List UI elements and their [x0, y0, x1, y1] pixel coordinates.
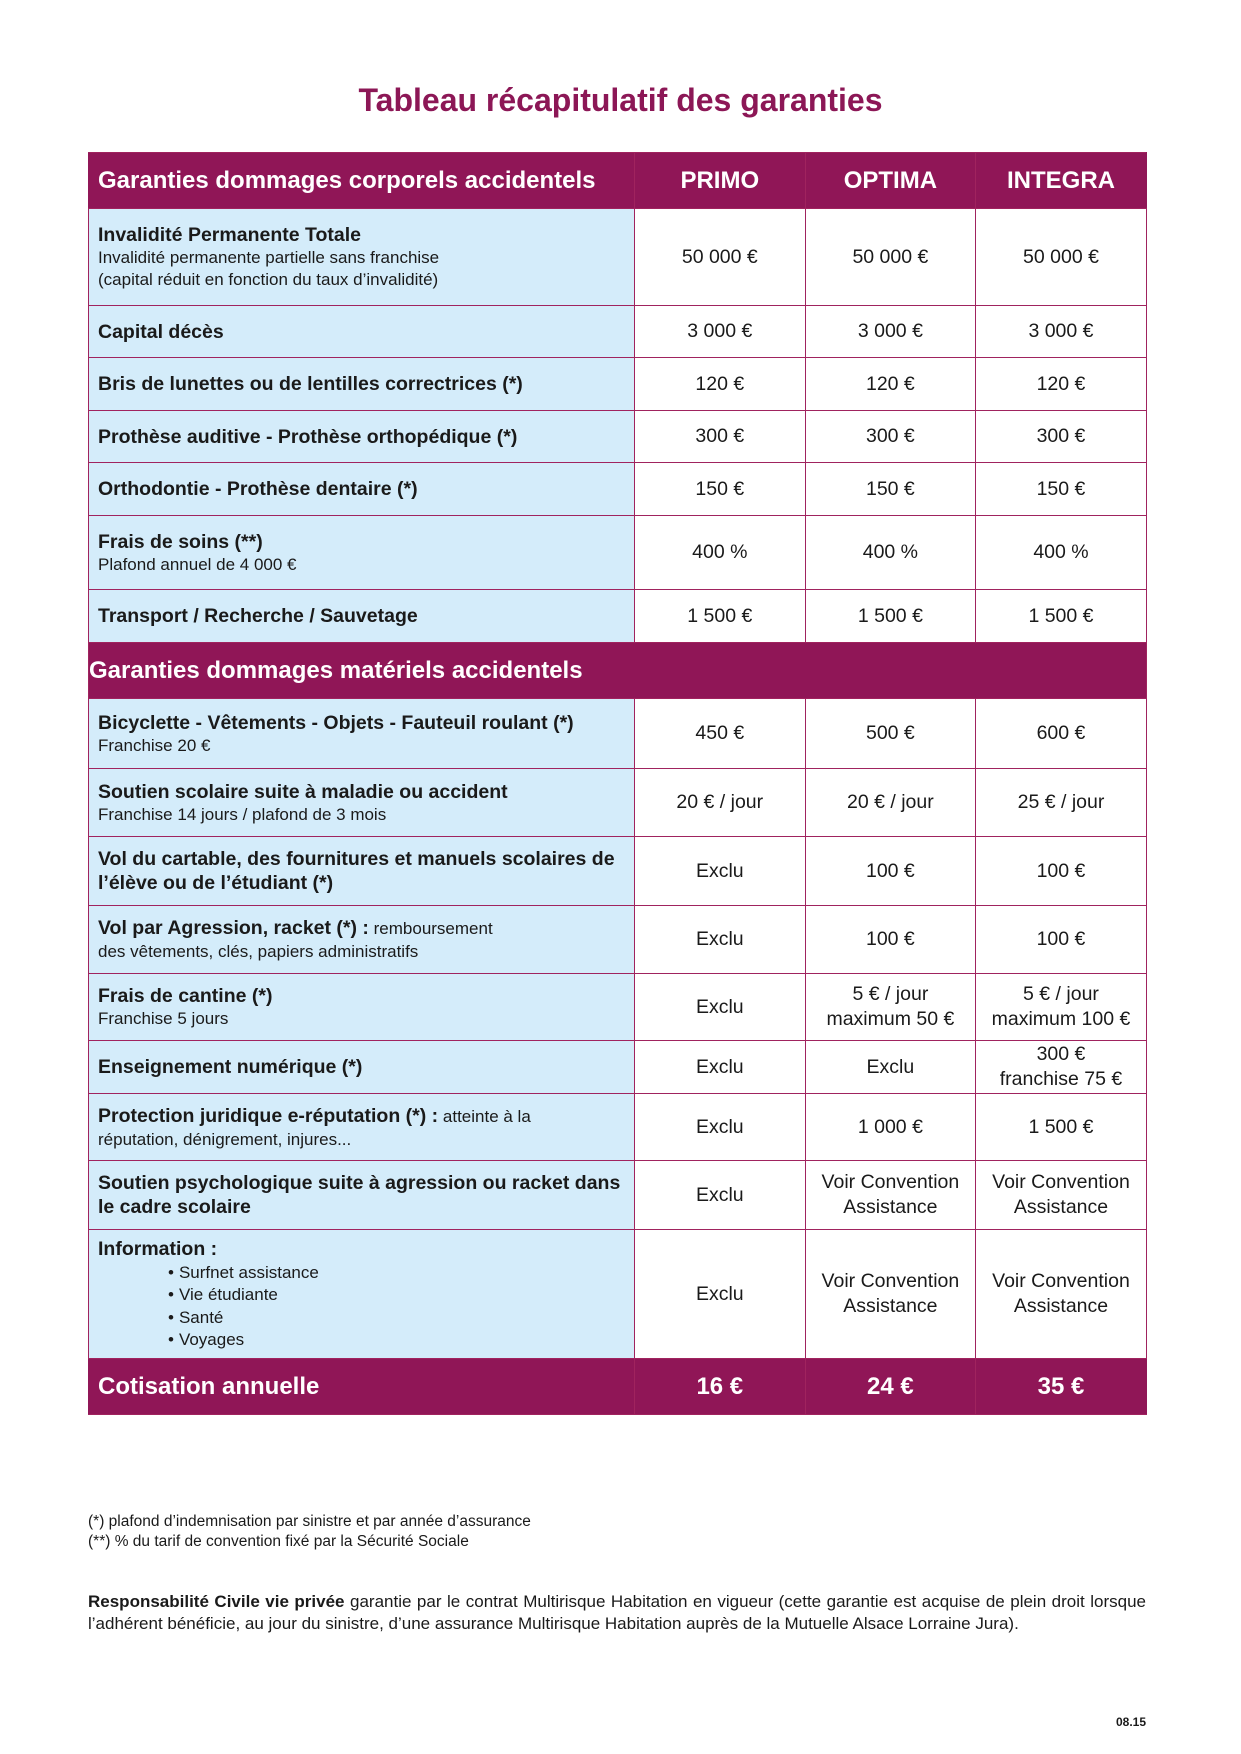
- guarantee-name: [98, 477, 625, 501]
- guarantee-name: [98, 1104, 625, 1129]
- rc-text: garantie par le contrat Multirisque Habitation en vigueur (cette garantie est acquise de plein droit lorsque l’adhérent bénéficie, au jour du sinistre, d’une assurance Multirisque Habitation auprès de la Mutuelle Alsace Lorraine Jura).: [88, 1592, 1146, 1633]
- value-cell-primo: Exclu: [635, 906, 806, 974]
- table-row: [89, 411, 1147, 463]
- value-cell-optima: 5 € / jour maximum 50 €: [805, 974, 976, 1041]
- value-cell-integra: 1 500 €: [976, 1094, 1147, 1161]
- column-optima: OPTIMA: [805, 153, 976, 209]
- table-row: [89, 1094, 1147, 1161]
- guarantee-label: [89, 906, 635, 974]
- rc-bold: Responsabilité Civile vie privée: [88, 1592, 345, 1611]
- information-list: [98, 1262, 625, 1352]
- value-cell-primo: 20 € / jour: [635, 769, 806, 837]
- list-item: • Vie étudiante: [168, 1284, 625, 1307]
- table-row: [89, 358, 1147, 411]
- value-cell-integra: 5 € / jour maximum 100 €: [976, 974, 1147, 1041]
- document-reference: 08.15: [1115, 1715, 1146, 1729]
- table-row: [89, 1161, 1147, 1230]
- total-value-primo: 16 €: [635, 1359, 806, 1415]
- guarantee-name: [98, 223, 625, 247]
- guarantee-name: [98, 1055, 625, 1079]
- value-cell-integra: Voir Convention Assistance: [976, 1230, 1147, 1359]
- value-cell-integra: 100 €: [976, 906, 1147, 974]
- value-cell-integra: 120 €: [976, 358, 1147, 411]
- guarantee-name: [98, 530, 625, 554]
- value-cell-primo: 300 €: [635, 411, 806, 463]
- value-cell-optima: 20 € / jour: [805, 769, 976, 837]
- value-cell-optima: Exclu: [805, 1041, 976, 1094]
- guarantee-detail: des vêtements, clés, papiers administratifs: [98, 942, 419, 961]
- value-cell-primo: 3 000 €: [635, 306, 806, 358]
- value-cell-optima: 120 €: [805, 358, 976, 411]
- guarantee-label: [89, 516, 635, 590]
- guarantee-name-text: Enseignement numérique (*): [98, 1056, 363, 1078]
- column-integra: INTEGRA: [976, 153, 1147, 209]
- value-cell-primo: Exclu: [635, 1041, 806, 1094]
- guarantee-detail: (capital réduit en fonction du taux d’invalidité): [98, 270, 439, 289]
- guarantee-name: [98, 604, 625, 628]
- guarantee-label: [89, 1230, 635, 1359]
- footnote: (*) plafond d’indemnisation par sinistre et par année d’assurance: [88, 1513, 531, 1530]
- guarantee-name: [98, 780, 625, 804]
- table-row: [89, 209, 1147, 306]
- value-cell-primo: Exclu: [635, 1161, 806, 1230]
- table-header-row: [89, 153, 1147, 209]
- guarantee-label: [89, 358, 635, 411]
- table-row: [89, 974, 1147, 1041]
- table-row: [89, 699, 1147, 769]
- table-row: [89, 906, 1147, 974]
- guarantee-name-text: Information :: [98, 1237, 218, 1260]
- value-cell-optima: Voir Convention Assistance: [805, 1161, 976, 1230]
- guarantee-label: [89, 699, 635, 769]
- guarantee-label: [89, 1161, 635, 1230]
- table-row: [89, 1230, 1147, 1359]
- guarantee-name-text: Frais de soins (**): [98, 530, 263, 553]
- guarantee-label: [89, 209, 635, 306]
- value-cell-primo: Exclu: [635, 974, 806, 1041]
- value-cell-primo: Exclu: [635, 837, 806, 906]
- value-cell-integra: 300 €: [976, 411, 1147, 463]
- page-title: Tableau récapitulatif des garanties: [358, 82, 883, 118]
- guarantee-label: [89, 411, 635, 463]
- table-row: [89, 1041, 1147, 1094]
- value-cell-primo: 150 €: [635, 463, 806, 516]
- list-item: • Santé: [168, 1307, 625, 1330]
- guarantee-label: [89, 769, 635, 837]
- guarantee-name: [98, 320, 625, 344]
- value-cell-integra: Voir Convention Assistance: [976, 1161, 1147, 1230]
- value-cell-optima: 3 000 €: [805, 306, 976, 358]
- guarantee-name: [98, 984, 625, 1008]
- guarantee-name-text: Capital décès: [98, 320, 224, 343]
- value-cell-optima: 500 €: [805, 699, 976, 769]
- guarantee-name: [98, 1171, 625, 1219]
- value-cell-integra: 3 000 €: [976, 306, 1147, 358]
- value-cell-primo: Exclu: [635, 1230, 806, 1359]
- list-item: • Voyages: [168, 1329, 625, 1352]
- guarantee-name-text: Soutien psychologique suite à agression ou racket dans le cadre scolaire: [98, 1172, 621, 1218]
- value-cell-integra: 300 € franchise 75 €: [976, 1041, 1147, 1094]
- value-cell-integra: 1 500 €: [976, 590, 1147, 643]
- value-cell-optima: 1 500 €: [805, 590, 976, 643]
- guarantee-name: [98, 916, 625, 941]
- column-primo: PRIMO: [635, 153, 806, 209]
- guarantee-label: [89, 1094, 635, 1161]
- value-cell-optima: 300 €: [805, 411, 976, 463]
- total-label: Cotisation annuelle: [89, 1359, 635, 1415]
- guarantees-table: [88, 152, 1147, 1415]
- guarantee-name-text: Soutien scolaire suite à maladie ou accident: [98, 780, 508, 803]
- value-cell-integra: 400 %: [976, 516, 1147, 590]
- value-cell-optima: 150 €: [805, 463, 976, 516]
- value-cell-integra: 25 € / jour: [976, 769, 1147, 837]
- value-cell-optima: 1 000 €: [805, 1094, 976, 1161]
- guarantee-name: [98, 711, 625, 735]
- section-header-row: [89, 643, 1147, 699]
- guarantee-name-text: Protection juridique e-réputation (*) :: [98, 1104, 439, 1127]
- table-row: [89, 590, 1147, 643]
- table-row: [89, 837, 1147, 906]
- guarantee-name-text: Orthodontie - Prothèse dentaire (*): [98, 478, 418, 500]
- footnotes: [88, 1512, 531, 1552]
- guarantee-label: [89, 463, 635, 516]
- guarantee-inline-detail: remboursement: [368, 919, 493, 938]
- footnote: (**) % du tarif de convention fixé par la Sécurité Sociale: [88, 1533, 469, 1550]
- value-cell-primo: 120 €: [635, 358, 806, 411]
- guarantee-name-text: Invalidité Permanente Totale: [98, 224, 361, 246]
- guarantee-label: [89, 974, 635, 1041]
- table-row: [89, 306, 1147, 358]
- table-row: [89, 463, 1147, 516]
- list-item: • Surfnet assistance: [168, 1262, 625, 1285]
- value-cell-optima: Voir Convention Assistance: [805, 1230, 976, 1359]
- value-cell-primo: 450 €: [635, 699, 806, 769]
- total-value-integra: 35 €: [976, 1359, 1147, 1415]
- guarantee-label: [89, 837, 635, 906]
- guarantee-name-text: Transport / Recherche / Sauvetage: [98, 605, 418, 627]
- value-cell-integra: 100 €: [976, 837, 1147, 906]
- total-value-optima: 24 €: [805, 1359, 976, 1415]
- guarantee-name-text: Frais de cantine (*): [98, 985, 273, 1007]
- guarantee-name-text: Prothèse auditive - Prothèse orthopédique (*): [98, 425, 518, 448]
- guarantee-name-text: Bris de lunettes ou de lentilles correctrices (*): [98, 373, 523, 395]
- value-cell-primo: 400 %: [635, 516, 806, 590]
- header-label: Garanties dommages corporels accidentels: [89, 153, 635, 209]
- value-cell-primo: Exclu: [635, 1094, 806, 1161]
- guarantee-name: [98, 372, 625, 396]
- value-cell-primo: 1 500 €: [635, 590, 806, 643]
- guarantee-name-text: Bicyclette - Vêtements - Objets - Fauteuil roulant (*): [98, 711, 574, 734]
- guarantee-detail: Franchise 14 jours / plafond de 3 mois: [98, 804, 387, 824]
- guarantee-label: [89, 1041, 635, 1094]
- value-cell-optima: 400 %: [805, 516, 976, 590]
- guarantee-detail: Invalidité permanente partielle sans franchise: [98, 248, 440, 267]
- table-row: [89, 769, 1147, 837]
- guarantee-detail: Plafond annuel de 4 000 €: [98, 554, 297, 574]
- table-row: [89, 516, 1147, 590]
- value-cell-optima: 100 €: [805, 906, 976, 974]
- value-cell-integra: 50 000 €: [976, 209, 1147, 306]
- value-cell-integra: 600 €: [976, 699, 1147, 769]
- guarantee-detail: Franchise 20 €: [98, 735, 211, 755]
- total-row: [89, 1359, 1147, 1415]
- guarantee-label: [89, 306, 635, 358]
- value-cell-primo: 50 000 €: [635, 209, 806, 306]
- guarantee-inline-detail: atteinte à la: [438, 1106, 531, 1126]
- guarantee-detail: Franchise 5 jours: [98, 1009, 229, 1028]
- section-title: Garanties dommages matériels accidentels: [89, 643, 1147, 699]
- value-cell-optima: 50 000 €: [805, 209, 976, 306]
- guarantee-name: [98, 1237, 625, 1261]
- responsabilite-civile-paragraph: [88, 1591, 1146, 1635]
- guarantee-name: [98, 425, 625, 449]
- value-cell-integra: 150 €: [976, 463, 1147, 516]
- guarantee-name: [98, 847, 625, 895]
- guarantee-detail: réputation, dénigrement, injures...: [98, 1129, 352, 1149]
- value-cell-optima: 100 €: [805, 837, 976, 906]
- guarantee-name-text: Vol par Agression, racket (*) :: [98, 917, 369, 939]
- guarantee-label: [89, 590, 635, 643]
- guarantee-name-text: Vol du cartable, des fournitures et manuels scolaires de l’élève ou de l’étudiant (*): [98, 848, 615, 894]
